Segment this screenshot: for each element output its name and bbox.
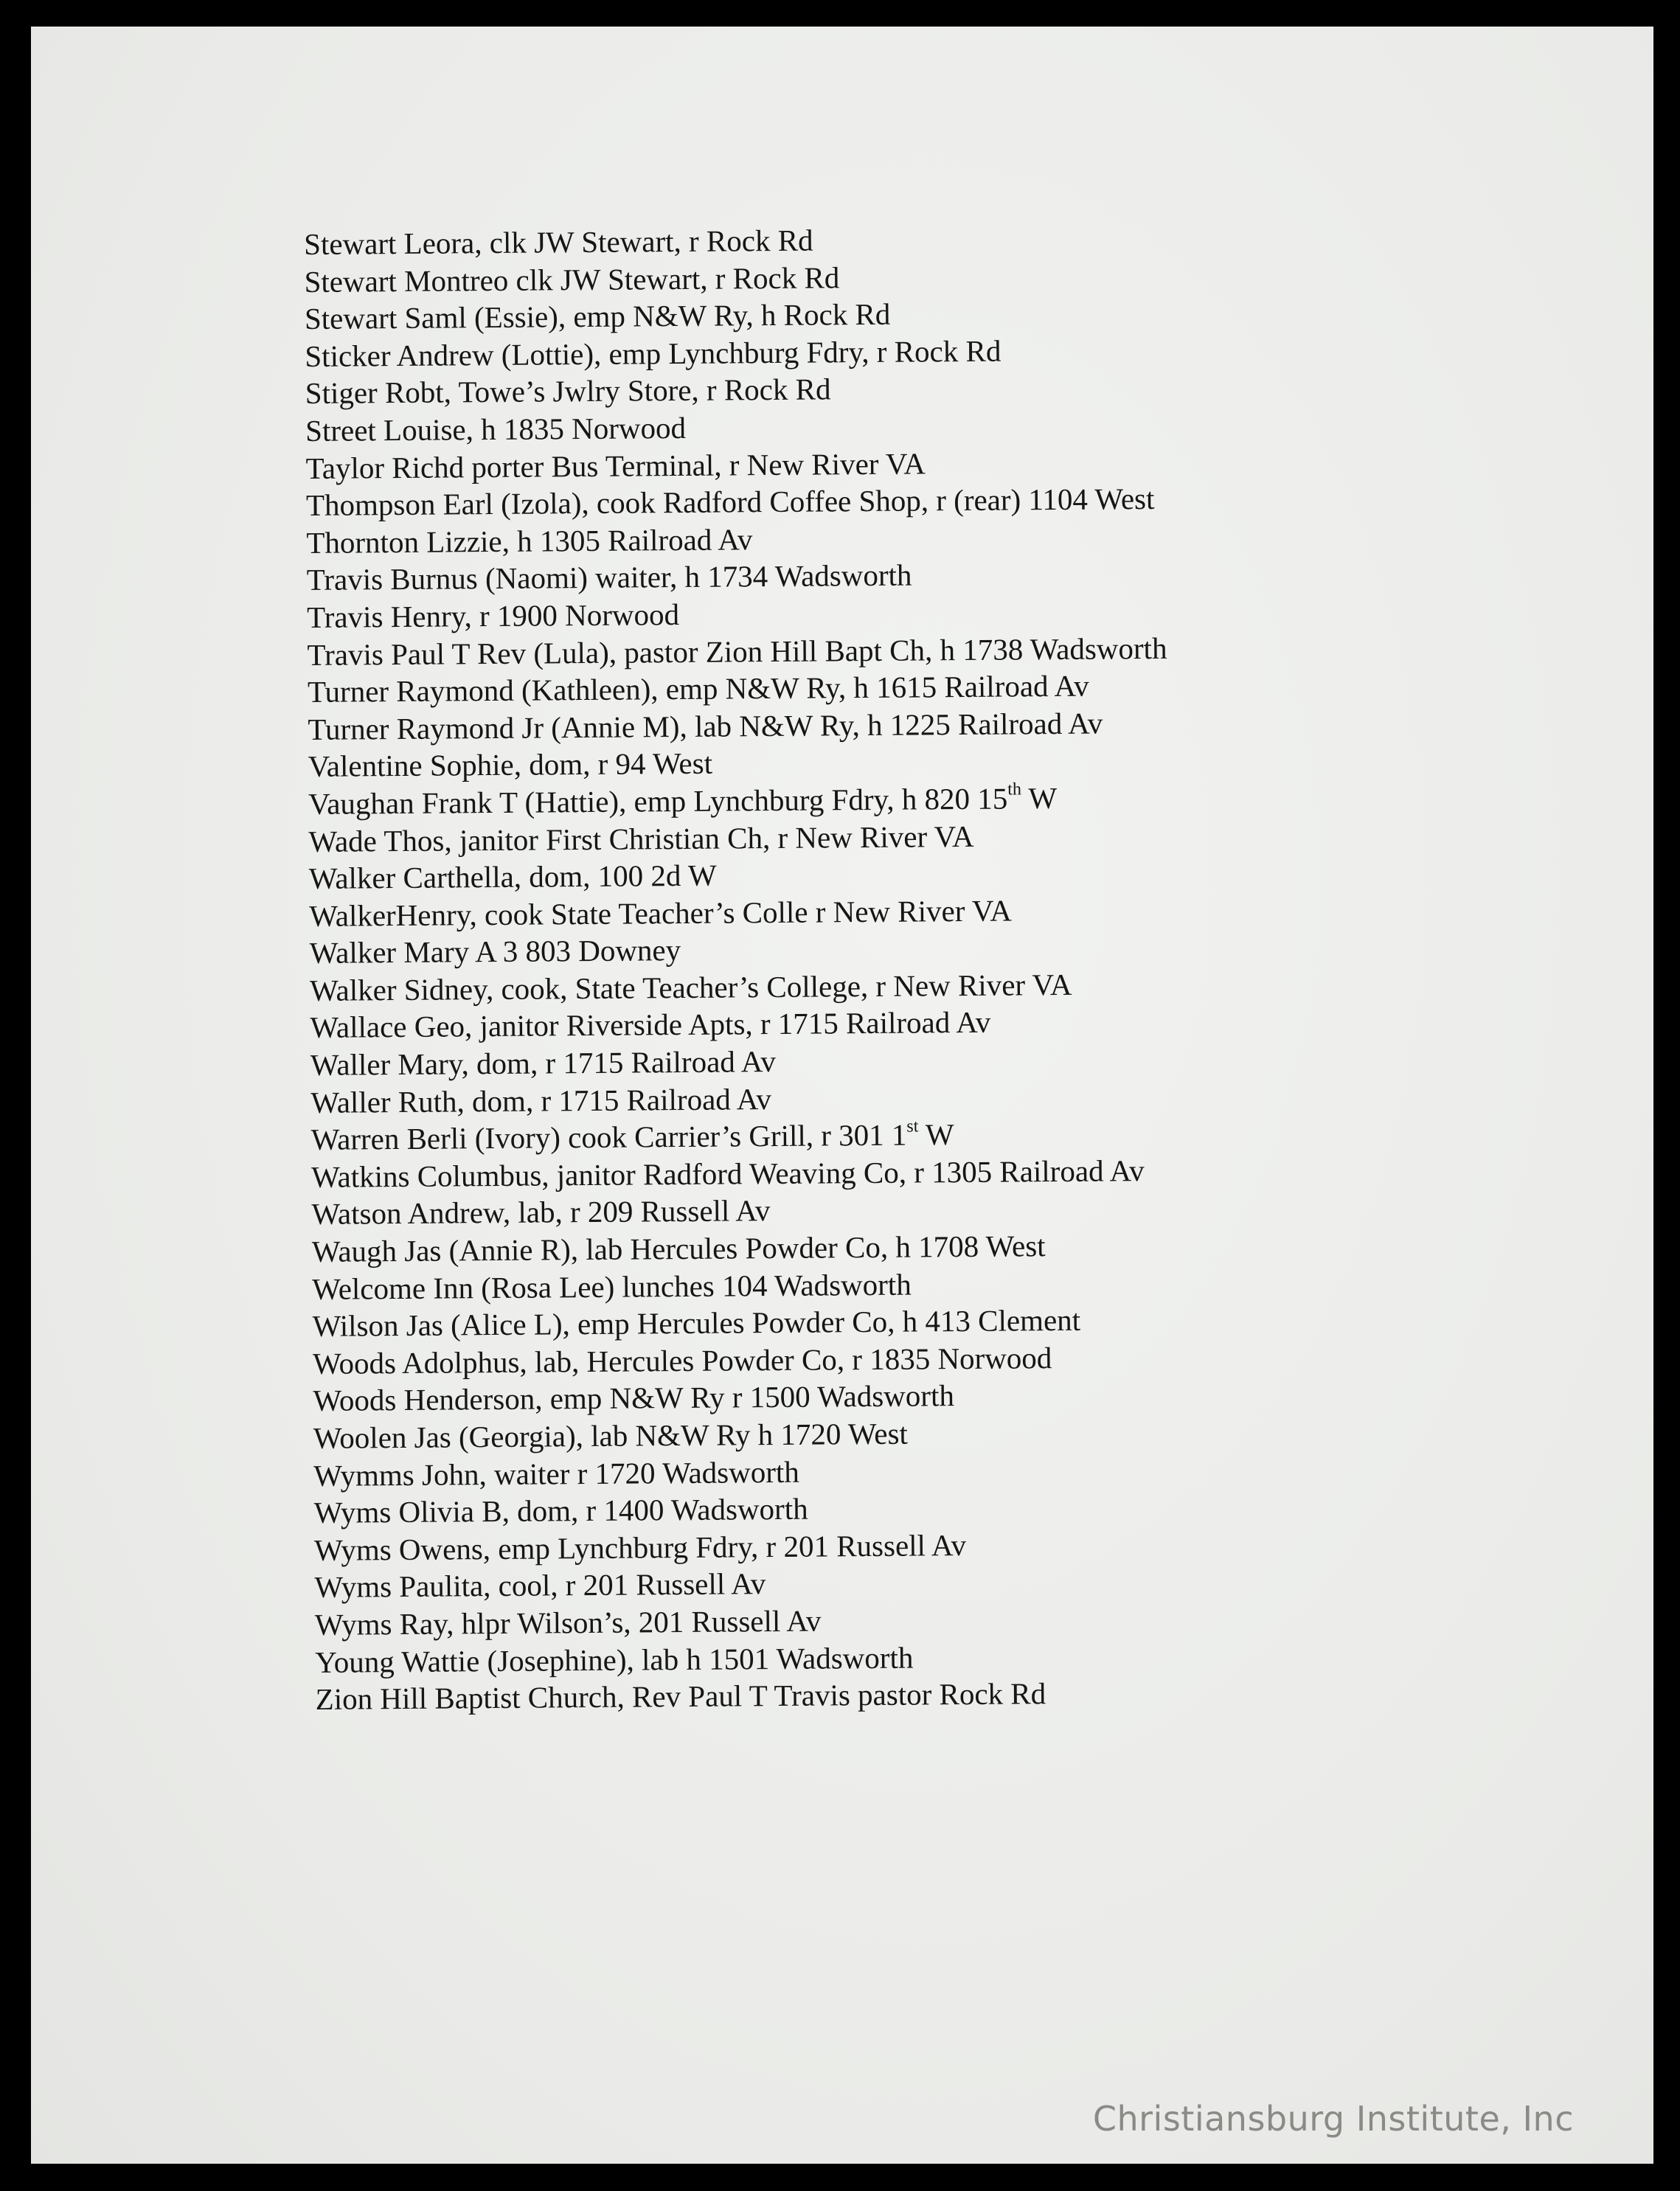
entry-text: Sticker Andrew (Lottie), emp Lynchburg Fdry, r Rock Rd [305, 333, 1002, 373]
entry-text: Woods Adolphus, lab, Hercules Powder Co, r 1835 Norwood [312, 1340, 1052, 1381]
entry-text: Waller Mary, dom, r 1715 Railroad Av [310, 1044, 777, 1083]
entry-text: Woolen Jas (Georgia), lab N&W Ry h 1720 West [313, 1416, 909, 1455]
entry-text: Zion Hill Baptist Church, Rev Paul T Travis pastor Rock Rd [315, 1676, 1046, 1717]
entry-text: Wyms Olivia B, dom, r 1400 Wadsworth [313, 1491, 808, 1530]
ordinal-suffix: th [1007, 779, 1021, 799]
entry-text: Turner Raymond Jr (Annie M), lab N&W Ry, h 1225 Railroad Av [308, 706, 1103, 746]
entry-text: Woods Henderson, emp N&W Ry r 1500 Wadsworth [313, 1378, 955, 1418]
entry-text: Stewart Leora, clk JW Stewart, r Rock Rd [304, 223, 813, 261]
entry-text: Turner Raymond (Kathleen), emp N&W Ry, h 1615 Railroad Av [307, 668, 1089, 709]
entry-text: Travis Henry, r 1900 Norwood [306, 597, 680, 634]
entry-text: Travis Paul T Rev (Lula), pastor Zion Hill Bapt Ch, h 1738 Wadsworth [307, 631, 1167, 672]
watermark: Christiansburg Institute, Inc [1092, 2099, 1574, 2139]
entry-text: Welcome Inn (Rosa Lee) lunches 104 Wadsworth [312, 1267, 912, 1306]
entry-text: Thompson Earl (Izola), cook Radford Coffee Shop, r (rear) 1104 West [305, 482, 1155, 523]
entry-text: Watkins Columbus, janitor Radford Weaving Co, r 1305 Railroad Av [310, 1153, 1145, 1194]
entry-text: Travis Burnus (Naomi) waiter, h 1734 Wadsworth [306, 558, 912, 597]
entry-text: Wymms John, waiter r 1720 Wadsworth [313, 1454, 799, 1493]
ordinal-suffix: st [906, 1117, 919, 1136]
entry-text: Vaughan Frank T (Hattie), emp Lynchburg Fdry, h 820 15 [308, 781, 1008, 821]
entry-text: Waugh Jas (Annie R), lab Hercules Powder Co, h 1708 West [311, 1229, 1046, 1268]
entry-text-tail: W [918, 1117, 954, 1152]
entry-text: Wade Thos, janitor First Christian Ch, r New River VA [308, 819, 974, 858]
entry-text: Taylor Richd porter Bus Terminal, r New River VA [305, 445, 926, 485]
entry-text: Stewart Saml (Essie), emp N&W Ry, h Rock Rd [304, 296, 891, 336]
document-page [31, 27, 1653, 2164]
entry-text: Stiger Robt, Towe’s Jwlry Store, r Rock Rd [305, 372, 831, 411]
directory-entry-list [304, 216, 1569, 1718]
entry-text: Thornton Lizzie, h 1305 Railroad Av [306, 521, 753, 560]
entry-text: Young Wattie (Josephine), lab h 1501 Wadsworth [315, 1640, 914, 1679]
entry-text: Walker Carthella, dom, 100 2d W [308, 858, 717, 896]
entry-text: Wyms Owens, emp Lynchburg Fdry, r 201 Russell Av [313, 1527, 967, 1567]
entry-text-tail: W [1021, 780, 1058, 816]
entry-text: Walker Sidney, cook, State Teacher’s College, r New River VA [309, 967, 1072, 1007]
entry-text: Wyms Paulita, cool, r 201 Russell Av [314, 1566, 766, 1605]
entry-text: Wallace Geo, janitor Riverside Apts, r 1715 Railroad Av [310, 1005, 991, 1045]
entry-text: Wilson Jas (Alice L), emp Hercules Powder Co, h 413 Clement [312, 1302, 1081, 1344]
entry-text: Warren Berli (Ivory) cook Carrier’s Grill, r 301 1 [310, 1117, 907, 1157]
entry-text: Valentine Sophie, dom, r 94 West [308, 746, 713, 784]
entry-text: Walker Mary A 3 803 Downey [309, 933, 681, 971]
entry-text: Waller Ruth, dom, r 1715 Railroad Av [310, 1081, 772, 1119]
entry-text: Stewart Montreo clk JW Stewart, r Rock Rd [304, 260, 840, 299]
entry-text: Street Louise, h 1835 Norwood [305, 410, 687, 448]
entry-text: Watson Andrew, lab, r 209 Russell Av [311, 1193, 771, 1232]
entry-text: Wyms Ray, hlpr Wilson’s, 201 Russell Av [314, 1603, 822, 1642]
entry-text: WalkerHenry, cook State Teacher’s Colle r New River VA [309, 893, 1013, 933]
